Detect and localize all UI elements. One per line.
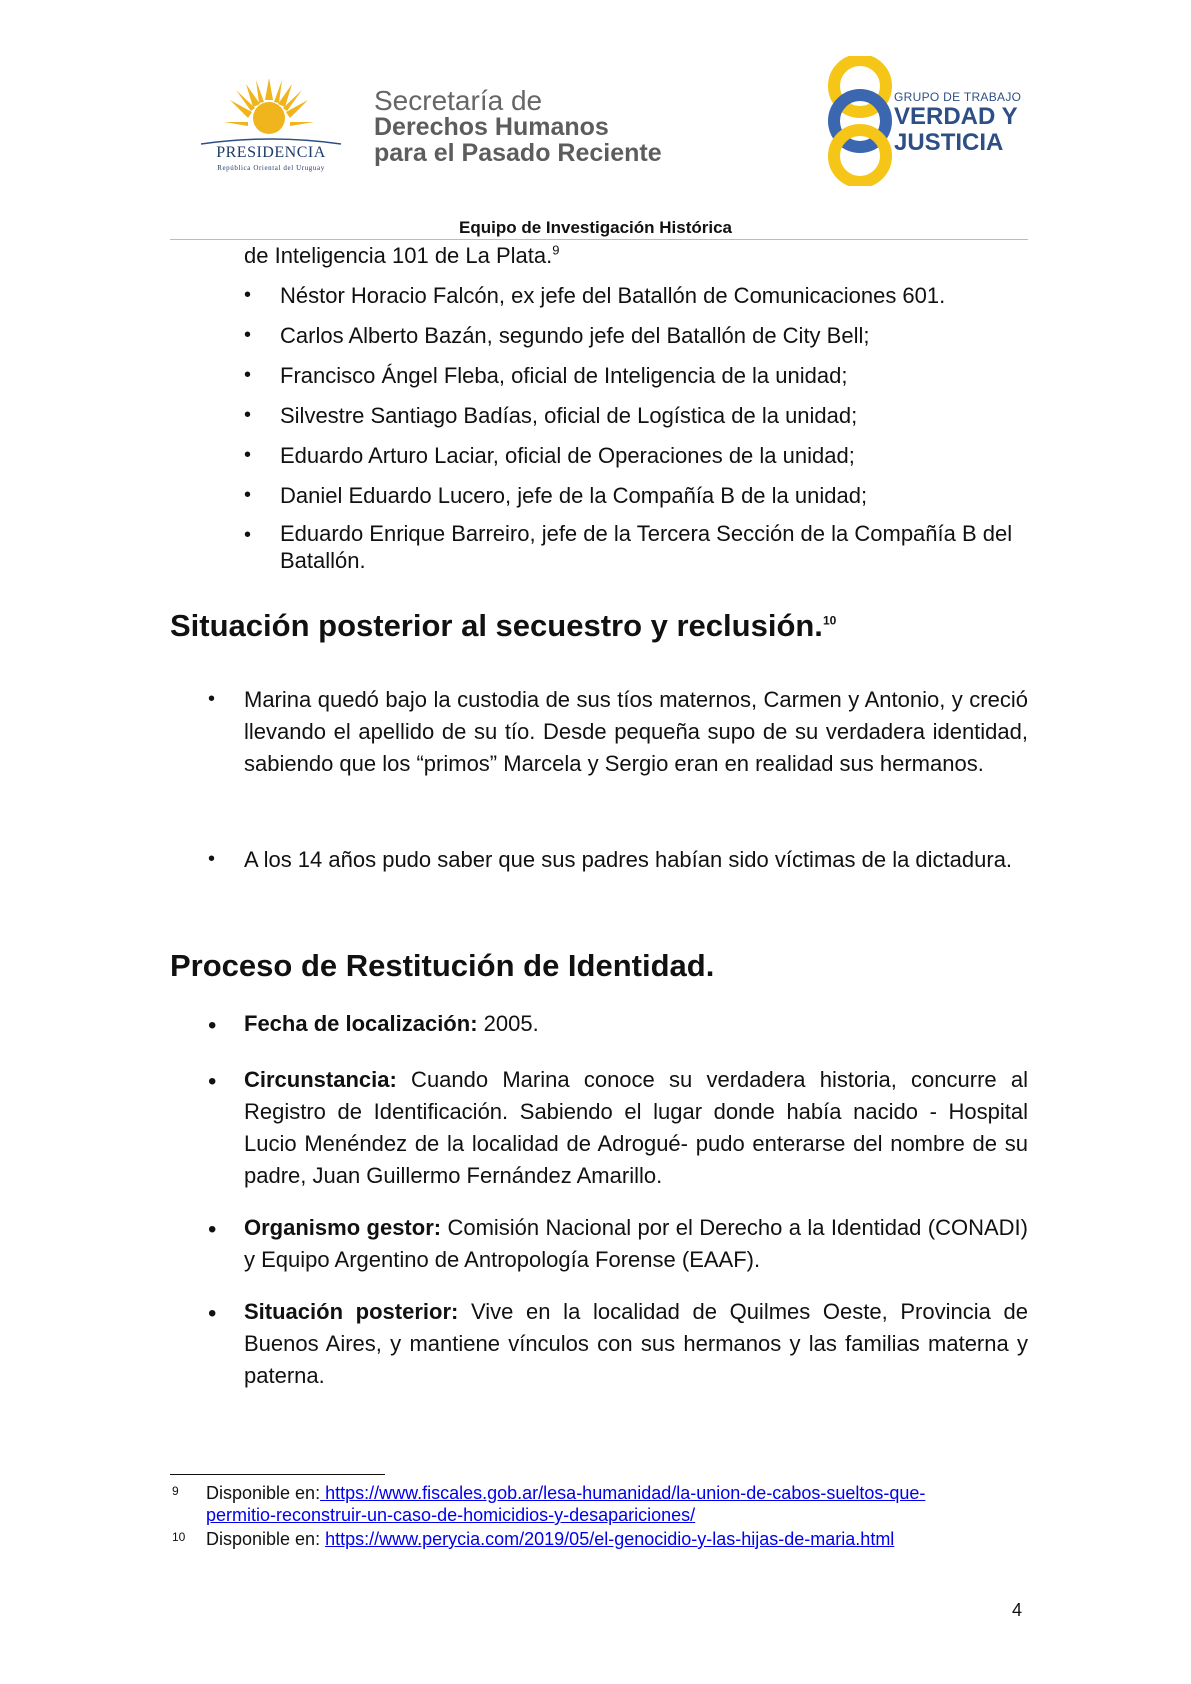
detail-text: Vive en la localidad de Quilmes Oeste, Provincia de Buenos Aires, y mantiene vínculos con sus hermanos y las familias materna y paterna.	[244, 1299, 1028, 1388]
bullet-icon: •	[244, 484, 252, 506]
list-item: Francisco Ángel Fleba, oficial de Inteligencia de la unidad;	[280, 363, 848, 388]
footnote-prefix: Disponible en:	[206, 1529, 326, 1549]
presidencia-logo	[196, 78, 346, 178]
bullet-icon: •	[208, 1012, 217, 1039]
bullet-icon: •	[244, 404, 252, 426]
section-heading-situacion	[170, 608, 836, 644]
footnote-link[interactable]: https://www.perycia.com/2019/05/el-genocidio-y-las-hijas-de-maria.html	[325, 1529, 895, 1549]
detail-item	[244, 1296, 1028, 1392]
footnote-10	[206, 1528, 1036, 1550]
footnote-link-continued[interactable]: permitio-reconstruir-un-caso-de-homicidios-y-desapariciones/	[206, 1505, 696, 1525]
intro-line	[244, 240, 559, 271]
footnote-ref-9: 9	[552, 242, 560, 258]
secretaria-line3: para el Pasado Reciente	[374, 139, 662, 167]
bullet-icon: •	[244, 524, 252, 546]
list-item: Silvestre Santiago Badías, oficial de Logística de la unidad;	[280, 403, 858, 428]
paragraph-item: A los 14 años pudo saber que sus padres habían sido víctimas de la dictadura.	[244, 847, 1013, 872]
bullet-icon: •	[244, 324, 252, 346]
bullet-icon: •	[208, 848, 216, 870]
header-team-label: Equipo de Investigación Histórica	[459, 218, 732, 237]
list-item: Daniel Eduardo Lucero, jefe de la Compañía B de la unidad;	[280, 483, 868, 508]
footnote-ref-10: 10	[822, 613, 837, 628]
detail-item	[244, 1064, 1028, 1192]
republica-label: República Oriental del Uruguay	[217, 164, 325, 172]
list-item: Carlos Alberto Bazán, segundo jefe del Batallón de City Bell;	[280, 323, 870, 348]
gtvj-line3: JUSTICIA	[894, 129, 1004, 156]
bullet-icon: •	[208, 1216, 217, 1243]
footnote-separator	[170, 1474, 385, 1475]
detail-item	[244, 1212, 1028, 1276]
secretaria-title	[374, 85, 662, 167]
sun-emblem-icon	[224, 78, 314, 138]
footnote-number: 10	[172, 1530, 186, 1544]
bullet-icon: •	[208, 688, 216, 710]
detail-label: Situación posterior:	[244, 1299, 459, 1324]
section1-title: Situación posterior al secuestro y reclusión.	[170, 608, 823, 643]
gtvj-line1: GRUPO DE TRABAJO	[894, 90, 1022, 104]
list-item: Eduardo Enrique Barreiro, jefe de la Tercera Sección de la Compañía B del Batallón.	[280, 521, 1013, 573]
secretaria-line2: Derechos Humanos	[374, 113, 609, 141]
list-item: Eduardo Arturo Laciar, oficial de Operaciones de la unidad;	[280, 443, 855, 468]
detail-label: Fecha de localización:	[244, 1011, 478, 1036]
footnote-prefix: Disponible en:	[206, 1483, 321, 1503]
gtvj-logo-text	[894, 90, 1021, 156]
bullet-icon: •	[208, 1300, 217, 1327]
presidencia-label: PRESIDENCIA	[216, 144, 326, 161]
intro-text: de Inteligencia 101 de La Plata.	[244, 243, 553, 268]
detail-label: Circunstancia:	[244, 1067, 397, 1092]
detail-item	[244, 1008, 1028, 1039]
page-number: 4	[1012, 1600, 1023, 1620]
footnote-number: 9	[172, 1484, 179, 1498]
bullet-icon: •	[244, 364, 252, 386]
bullet-icon: •	[208, 1068, 217, 1095]
paragraph-item: Marina quedó bajo la custodia de sus tíos maternos, Carmen y Antonio, y creció llevando el apellido de su tío. Desde pequeña supo de su verdadera identidad, sabiendo que los “primos” Marcela y Sergio eran en realidad sus hermanos.	[244, 687, 1028, 776]
detail-label: Organismo gestor:	[244, 1215, 442, 1240]
footnote-link[interactable]: https://www.fiscales.gob.ar/lesa-humanidad/la-union-de-cabos-sueltos-que-	[320, 1483, 926, 1503]
section-heading-restitucion: Proceso de Restitución de Identidad.	[170, 948, 715, 983]
list-item: Néstor Horacio Falcón, ex jefe del Batallón de Comunicaciones 601.	[280, 283, 946, 308]
detail-text: 2005.	[477, 1011, 539, 1036]
bullet-icon: •	[244, 444, 252, 466]
gtvj-line2: VERDAD Y	[894, 103, 1018, 130]
bullet-icon: •	[244, 284, 252, 306]
secretaria-line1: Secretaría de	[374, 85, 543, 116]
detail-text: Comisión Nacional por el Derecho a la Identidad (CONADI) y Equipo Argentino de Antropología Forense (EAAF).	[244, 1215, 1028, 1272]
footnote-9	[206, 1482, 1036, 1526]
detail-text: Cuando Marina conoce su verdadera historia, concurre al Registro de Identificación. Sabiendo el lugar donde había nacido - Hospital Lucio Menéndez de la localidad de Adrogué- pudo enterarse del nombre de su padre, Juan Guillermo Fernández Amarillo.	[244, 1067, 1028, 1188]
